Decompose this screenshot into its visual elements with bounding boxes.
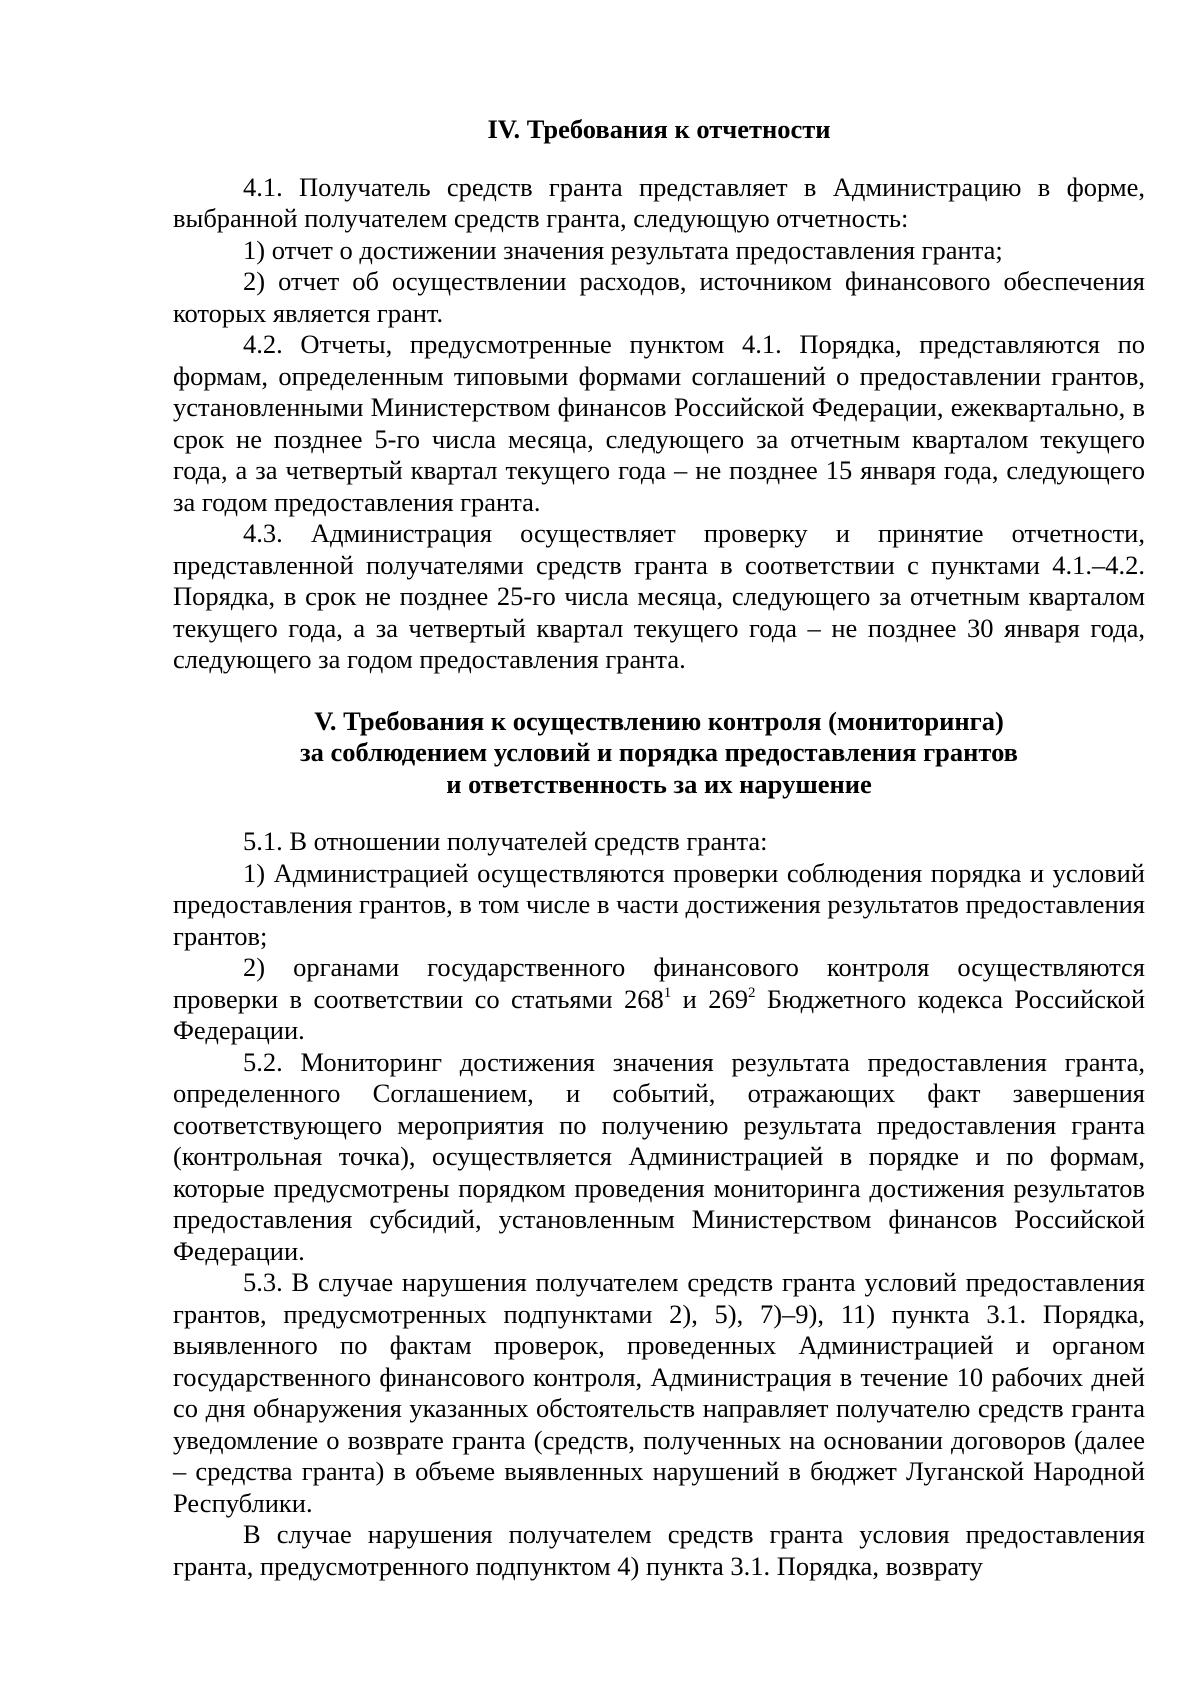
section-5-title-line-3: и ответственность за их нарушение (446, 768, 872, 799)
section-4-title: IV. Требования к отчетности (487, 114, 831, 144)
paragraph-5-2: 5.2. Мониторинг достижения значения результата предоставления гранта, определенного Соглашением, и событий, отражающих факт завершения соответствующего мероприятия по получению результата предоставления гранта (контрольная точка), осуществляется Администрацией в порядке и по формам, которые предусмотрены порядком проведения мониторинга достижения результатов предоставления субсидий, установленным Министерством финансов Российской Федерации. (173, 1046, 1145, 1266)
paragraph-4-3: 4.3. Администрация осуществляет проверку и принятие отчетности, представленной получателями средств гранта в соответствии с пунктами 4.1.–4.2. Порядка, в срок не позднее 25-го числа месяца, следующего за отчетным кварталом текущего года, а за четвертый квартал текущего года – не позднее 30 января года, следующего за годом предоставления гранта. (173, 518, 1145, 674)
paragraph-5-3-continuation: В случае нарушения получателем средств гранта условия предоставления гранта, предусмотренного подпунктом 4) пункта 3.1. Порядка, возврату (173, 1519, 1145, 1581)
paragraph-5-3: 5.3. В случае нарушения получателем средств гранта условий предоставления грантов, предусмотренных подпунктами 2), 5), 7)–9), 11) пункта 3.1. Порядка, выявленного по фактам проверок, проведенных Администрацией и органом государственного финансового контроля, Администрация в течение 10 рабочих дней со дня обнаружения указанных обстоятельств направляет получателю средств гранта уведомление о возврате гранта (средств, полученных на основании договоров (далее – средства гранта) в объеме выявленных нарушений в бюджет Луганской Народной Республики. (173, 1267, 1145, 1518)
paragraph-4-1-item-2: 2) отчет об осуществлении расходов, источником финансового обеспечения которых является грант. (173, 266, 1145, 328)
paragraph-5-1-item-2-text-c: Бюджетного кодекса Российской Федерации. (173, 983, 1146, 1045)
section-5-title (173, 706, 1145, 801)
section-5-title-line-1: V. Требования к осуществлению контроля (мониторинга) (314, 705, 1004, 736)
paragraph-4-1-item-1: 1) отчет о достижении значения результата предоставления гранта; (243, 234, 1003, 265)
section-5-title-line-2: за соблюдением условий и порядка предоставления грантов (299, 737, 1018, 767)
paragraph-5-1: 5.1. В отношении получателей средств гранта: (243, 826, 768, 856)
paragraph-4-2: 4.2. Отчеты, предусмотренные пунктом 4.1. Порядка, представляются по формам, определенным типовыми формами соглашений о предоставлении грантов, установленными Министерством финансов Российской Федерации, ежеквартально, в срок не позднее 5-го числа месяца, следующего за отчетным кварталом текущего года, а за четвертый квартал текущего года – не позднее 15 января года, следующего за годом предоставления гранта. (173, 329, 1145, 517)
superscript-2: 2 (748, 984, 756, 1001)
superscript-1: 1 (663, 984, 672, 1001)
paragraph-5-1-item-2 (173, 952, 1145, 1047)
paragraph-4-1: 4.1. Получатель средств гранта представляет в Администрацию в форме, выбранной получателем средств гранта, следующую отчетность: (173, 171, 1145, 233)
paragraph-5-1-item-2-text-a: 2) органами государственного финансового контроля осуществляются проверки в соответствии со статьями 268 (173, 952, 1145, 1014)
paragraph-5-1-item-2-text-b: и 269 (671, 983, 748, 1014)
document-content (173, 114, 1145, 1582)
paragraph-5-1-item-1: 1) Администрацией осуществляются проверки соблюдения порядка и условий предоставления грантов, в том числе в части достижения результатов предоставления грантов; (173, 857, 1145, 951)
